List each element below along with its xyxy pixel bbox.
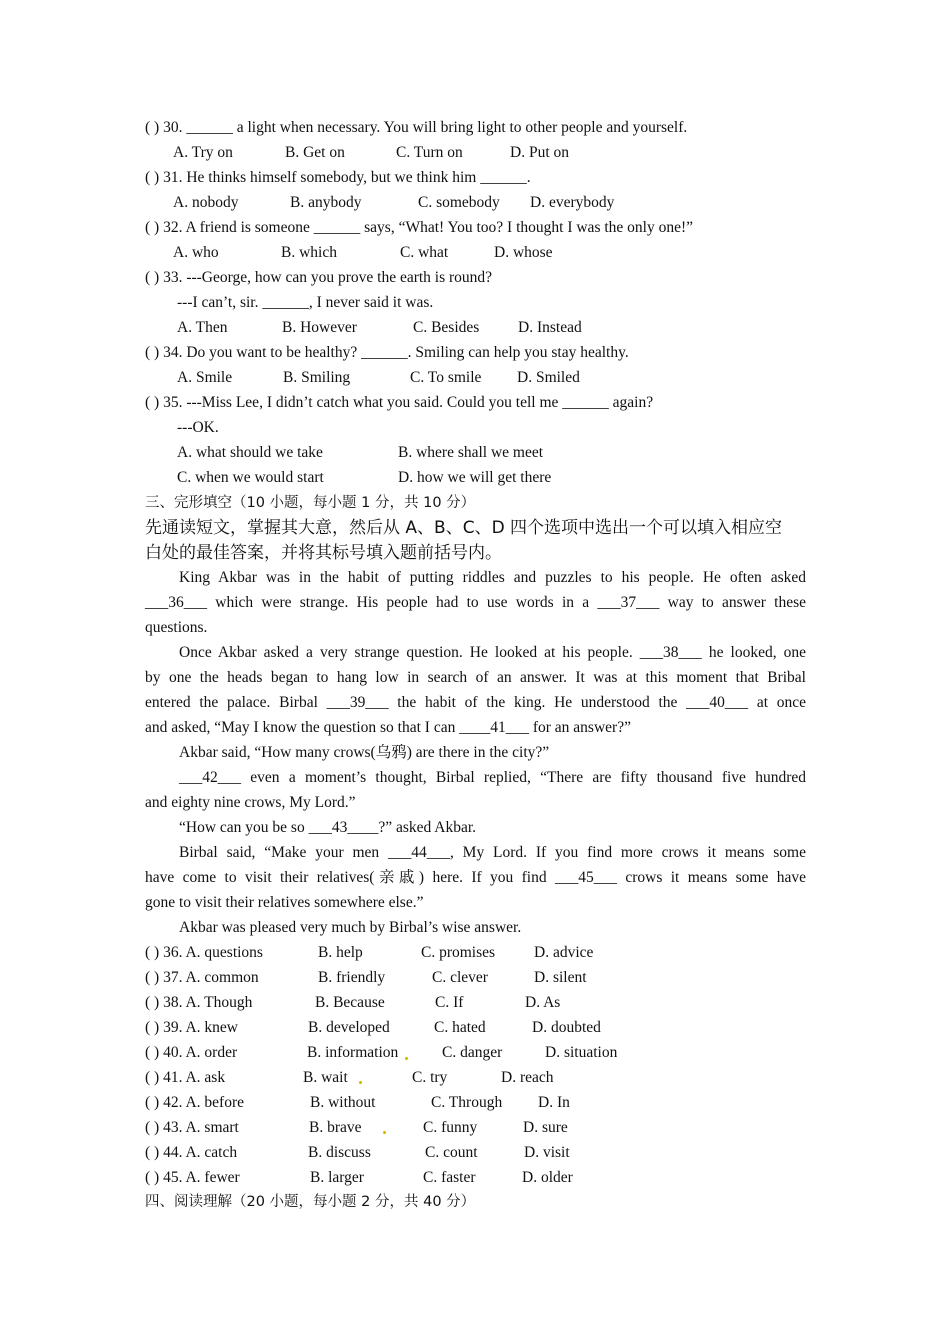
cloze-num-a: ( ) 44. A. catch — [145, 1144, 238, 1161]
cloze-option-c: C. try — [412, 1069, 448, 1086]
cloze-option-c: C. hated — [434, 1019, 486, 1036]
stray-mark — [359, 1081, 362, 1084]
section-3-instruction-line-2: 白处的最佳答案，并将其标号填入题前括号内。 — [145, 543, 502, 563]
cloze-option-d: D. situation — [545, 1044, 618, 1061]
cloze-option-c: C. If — [435, 994, 464, 1011]
passage-p1-line-2: ___36___ which were strange. His people had to use words in a ___37___ way to answer these — [145, 594, 806, 611]
cloze-option-d: D. advice — [534, 944, 594, 961]
passage-p6-line-3: gone to visit their relatives somewhere else.” — [145, 894, 424, 911]
option-b: B. which — [281, 244, 337, 261]
question-35-reply: ---OK. — [177, 419, 219, 436]
option-c: C. Besides — [413, 319, 480, 336]
option-b: B. However — [282, 319, 357, 336]
question-33-reply: ---I can’t, sir. ______, I never said it was. — [177, 294, 434, 311]
question-33-options — [0, 318, 950, 338]
passage-p4-line-1: ___42___ even a moment’s thought, Birbal replied, “There are fifty thousand five hundred — [179, 769, 806, 786]
section-3-heading: 三、完形填空（10 小题，每小题 1 分，共 10 分） — [145, 495, 476, 511]
cloze-option-d: D. reach — [501, 1069, 554, 1086]
stray-mark — [383, 1131, 386, 1134]
cloze-option-b: B. larger — [310, 1169, 364, 1186]
question-30-options — [0, 143, 950, 163]
passage-p5: “How can you be so ___43____?” asked Akbar. — [179, 819, 477, 836]
passage-p2-line-2: by one the heads began to hang low in search of an answer. It was at this moment that Bribal — [145, 669, 806, 686]
cloze-row-40 — [0, 1043, 950, 1063]
cloze-option-b: B. developed — [308, 1019, 390, 1036]
cloze-option-b: B. wait — [303, 1069, 348, 1086]
option-b: B. where shall we meet — [398, 444, 544, 461]
cloze-option-b: B. Because — [315, 994, 385, 1011]
passage-p6-line-2: have come to visit their relatives(亲戚) here. If you find ___45___ crows it means some have — [145, 869, 806, 886]
option-d: D. everybody — [530, 194, 615, 211]
question-31-options — [0, 193, 950, 213]
cloze-option-b: B. information — [307, 1044, 399, 1061]
cloze-option-d: D. older — [522, 1169, 573, 1186]
question-32-stem: ( ) 32. A friend is someone ______ says, “What! You too? I thought I was the only one!” — [145, 219, 694, 236]
cloze-num-a: ( ) 42. A. before — [145, 1094, 244, 1111]
cloze-option-c: C. Through — [431, 1094, 503, 1111]
cloze-option-c: C. funny — [423, 1119, 478, 1136]
option-c: C. Turn on — [396, 144, 463, 161]
cloze-num-a: ( ) 43. A. smart — [145, 1119, 239, 1136]
cloze-option-d: D. silent — [534, 969, 587, 986]
option-d: D. Instead — [518, 319, 582, 336]
cloze-option-b: B. friendly — [318, 969, 386, 986]
option-a: A. Then — [177, 319, 228, 336]
question-34-stem: ( ) 34. Do you want to be healthy? ______. Smiling can help you stay healthy. — [145, 344, 629, 361]
cloze-option-d: D. sure — [523, 1119, 568, 1136]
cloze-num-a: ( ) 45. A. fewer — [145, 1169, 240, 1186]
cloze-num-a: ( ) 38. A. Though — [145, 994, 253, 1011]
stray-mark — [405, 1057, 408, 1060]
cloze-option-d: D. doubted — [532, 1019, 601, 1036]
cloze-option-d: D. As — [525, 994, 561, 1011]
option-b: B. Smiling — [283, 369, 351, 386]
cloze-num-a: ( ) 36. A. questions — [145, 944, 263, 961]
passage-p1-line-3: questions. — [145, 619, 208, 636]
option-b: B. anybody — [290, 194, 362, 211]
passage-p6-line-1: Birbal said, “Make your men ___44___, My Lord. If you find more crows it means some — [179, 844, 806, 861]
question-30-stem: ( ) 30. ______ a light when necessary. You will bring light to other people and yourself. — [145, 119, 688, 136]
cloze-row-36 — [0, 943, 950, 963]
cloze-option-d: D. In — [538, 1094, 570, 1111]
question-33-stem: ( ) 33. ---George, how can you prove the earth is round? — [145, 269, 493, 286]
option-d: D. how we will get there — [398, 469, 552, 486]
option-d: D. Smiled — [517, 369, 580, 386]
cloze-num-a: ( ) 39. A. knew — [145, 1019, 238, 1036]
question-31-stem: ( ) 31. He thinks himself somebody, but we think him ______. — [145, 169, 531, 186]
question-34-options — [0, 368, 950, 388]
cloze-num-a: ( ) 40. A. order — [145, 1044, 238, 1061]
section-3-instruction-line-1: 先通读短文，掌握其大意，然后从 A、B、C、D 四个选项中选出一个可以填入相应空 — [145, 518, 783, 538]
option-c: C. somebody — [418, 194, 500, 211]
option-a: A. Smile — [177, 369, 233, 386]
cloze-row-37 — [0, 968, 950, 988]
question-35-options-row1 — [0, 443, 950, 463]
cloze-option-b: B. discuss — [308, 1144, 371, 1161]
option-d: D. whose — [494, 244, 553, 261]
question-35-options-row2 — [0, 468, 950, 488]
cloze-row-42 — [0, 1093, 950, 1113]
passage-p4-line-2: and eighty nine crows, My Lord.” — [145, 794, 356, 811]
section-4-heading: 四、阅读理解（20 小题，每小题 2 分，共 40 分） — [145, 1194, 476, 1210]
passage-p7: Akbar was pleased very much by Birbal’s wise answer. — [179, 919, 522, 936]
cloze-option-b: B. without — [310, 1094, 376, 1111]
option-c: C. when we would start — [177, 469, 324, 486]
cloze-option-b: B. brave — [309, 1119, 362, 1136]
passage-p1-line-1: King Akbar was in the habit of putting riddles and puzzles to his people. He often asked — [179, 569, 806, 586]
option-a: A. what should we take — [177, 444, 323, 461]
option-b: B. Get on — [285, 144, 345, 161]
option-a: A. nobody — [173, 194, 239, 211]
question-35-stem: ( ) 35. ---Miss Lee, I didn’t catch what you said. Could you tell me ______ again? — [145, 394, 654, 411]
option-d: D. Put on — [510, 144, 569, 161]
option-a: A. Try on — [173, 144, 233, 161]
cloze-row-39 — [0, 1018, 950, 1038]
question-32-options — [0, 243, 950, 263]
option-c: C. To smile — [410, 369, 482, 386]
passage-p2-line-1: Once Akbar asked a very strange question. He looked at his people. ___38___ he looked, one — [179, 644, 806, 661]
cloze-row-44 — [0, 1143, 950, 1163]
cloze-row-43 — [0, 1118, 950, 1138]
cloze-option-c: C. clever — [432, 969, 488, 986]
cloze-option-d: D. visit — [524, 1144, 570, 1161]
cloze-row-45 — [0, 1168, 950, 1188]
cloze-option-c: C. faster — [423, 1169, 476, 1186]
cloze-option-c: C. count — [425, 1144, 478, 1161]
passage-p2-line-3: entered the palace. Birbal ___39___ the habit of the king. He understood the ___40___ at once — [145, 694, 806, 711]
cloze-option-c: C. promises — [421, 944, 496, 961]
cloze-option-b: B. help — [318, 944, 363, 961]
cloze-row-41 — [0, 1068, 950, 1088]
option-c: C. what — [400, 244, 449, 261]
option-a: A. who — [173, 244, 219, 261]
cloze-num-a: ( ) 41. A. ask — [145, 1069, 226, 1086]
cloze-option-c: C. danger — [442, 1044, 503, 1061]
cloze-num-a: ( ) 37. A. common — [145, 969, 259, 986]
cloze-row-38 — [0, 993, 950, 1013]
passage-p3: Akbar said, “How many crows(乌鸦) are there in the city?” — [179, 744, 550, 761]
passage-p2-line-4: and asked, “May I know the question so that I can ____41___ for an answer?” — [145, 719, 631, 736]
